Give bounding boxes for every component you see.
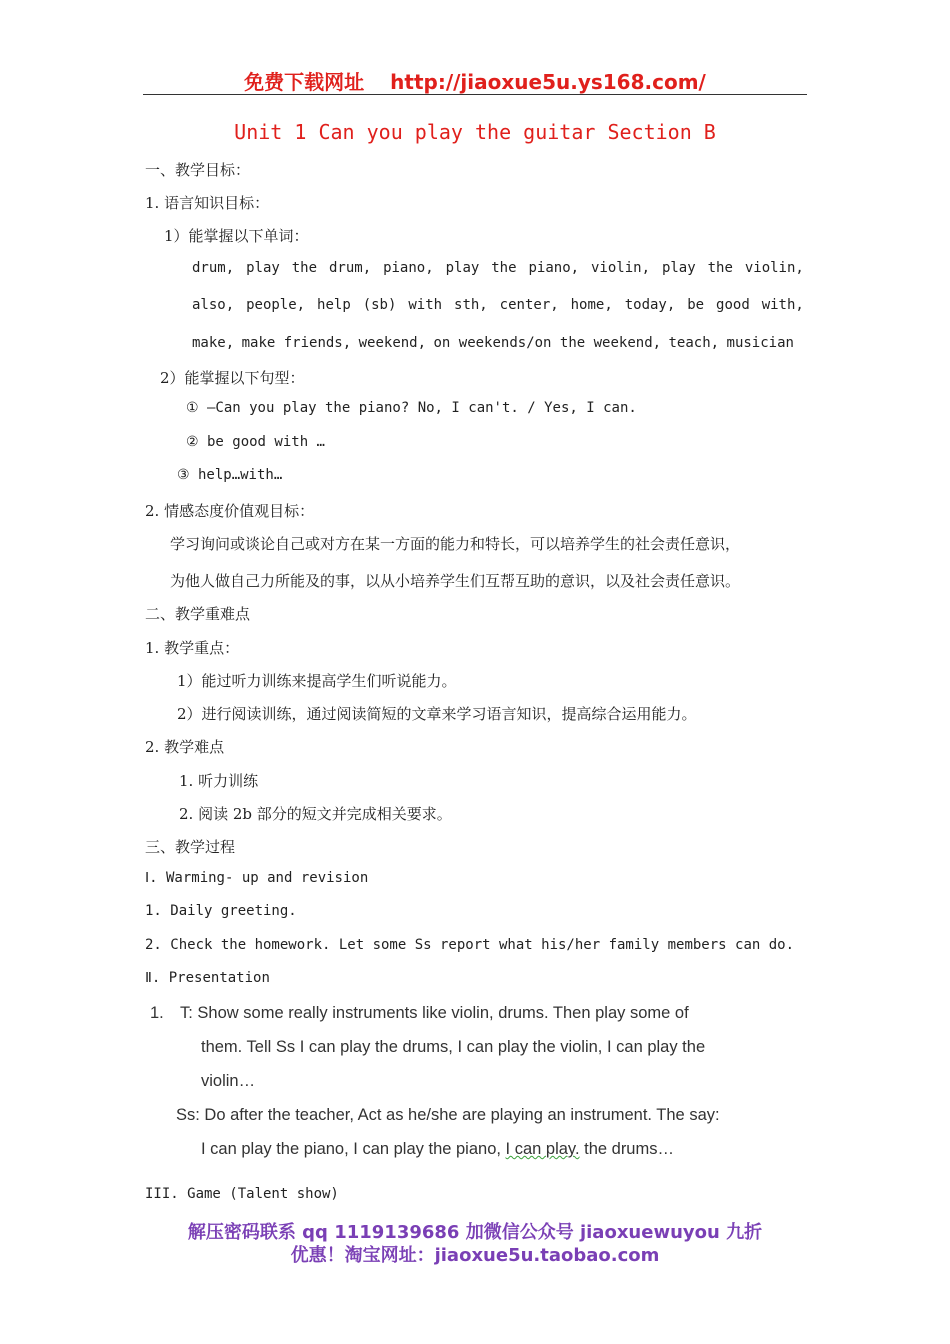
- vocab-line-1: [192, 260, 804, 276]
- step-1-item-2: 2. Check the homework. Let some Ss report what his/her family members can do.: [145, 937, 795, 953]
- step-2-item-number: 1.: [150, 1004, 164, 1022]
- emotion-label: 2. 情感态度价值观目标：: [145, 502, 315, 520]
- vocab-word: make,: [192, 335, 235, 351]
- vocab-line-3: [192, 335, 794, 351]
- vocab-word: good: [716, 297, 750, 313]
- vocab-word: the: [291, 260, 318, 276]
- vocab-word: the: [491, 260, 517, 276]
- vocab-word: weekend,: [358, 335, 427, 351]
- vocab-line-2: [192, 297, 804, 313]
- student-line-2: [201, 1140, 674, 1159]
- vocab-word: violin,: [744, 260, 804, 276]
- focus-item-1: 1）能过听力训练来提高学生们听说能力。: [177, 672, 457, 690]
- spellcheck-marked-text: I can play.: [505, 1140, 580, 1158]
- vocab-word: (sb): [362, 297, 397, 313]
- student-line-2-end: the drums…: [579, 1140, 674, 1158]
- step-1-item-1: 1. Daily greeting.: [145, 903, 297, 919]
- vocab-word: sth,: [454, 297, 488, 313]
- step-2-label: Ⅱ. Presentation: [145, 970, 270, 986]
- vocab-word: play: [246, 260, 280, 276]
- sentence-pattern-1: ① —Can you play the piano? No, I can't. / Yes, I can.: [186, 400, 637, 416]
- focus-item-2: 2）进行阅读训练，通过阅读简短的文章来学习语言知识，提高综合运用能力。: [177, 705, 697, 723]
- vocab-word: today,: [624, 297, 676, 313]
- vocab-word: drum,: [192, 260, 235, 276]
- header-url-link[interactable]: http://jiaoxue5u.ys168.com/: [390, 70, 706, 94]
- focus-label: 1. 教学重点：: [145, 639, 240, 657]
- vocab-word: musician: [726, 335, 794, 351]
- sentence-label: 2）能掌握以下句型：: [160, 369, 305, 387]
- student-line-2-start: I can play the piano, I can play the piano,: [201, 1140, 506, 1158]
- vocab-word: home,: [570, 297, 613, 313]
- difficulty-item-1: 1. 听力训练: [179, 772, 259, 790]
- difficulty-item-2: 2. 阅读 2b 部分的短文并完成相关要求。: [179, 805, 452, 823]
- vocab-word: center,: [499, 297, 559, 313]
- vocab-word: the: [707, 260, 733, 276]
- objectives-heading: 一、教学目标：: [145, 161, 251, 179]
- footer-line-1: 解压密码联系 qq 1119139686 加微信公众号 jiaoxuewuyou 九折: [187, 1222, 763, 1243]
- step-3-label: III. Game (Talent show): [145, 1186, 339, 1202]
- vocab-word: on weekends/on the weekend,: [433, 335, 662, 351]
- sentence-pattern-2: ② be good with …: [186, 434, 325, 450]
- sentence-pattern-3: ③ help…with…: [177, 467, 283, 483]
- teacher-line-3: violin…: [201, 1072, 256, 1090]
- vocab-word: drum,: [328, 260, 372, 276]
- difficulty-label: 2. 教学难点: [145, 738, 225, 756]
- vocab-word: play: [661, 260, 696, 276]
- document-title: Unit 1 Can you play the guitar Section B: [234, 120, 716, 144]
- vocab-word: make friends,: [241, 335, 352, 351]
- process-heading: 三、教学过程: [145, 838, 236, 856]
- student-line-1: Ss: Do after the teacher, Act as he/she are playing an instrument. The say:: [176, 1106, 720, 1124]
- teacher-line-1: T: Show some really instruments like violin, drums. Then play some of: [180, 1004, 689, 1022]
- vocab-word: piano,: [383, 260, 434, 276]
- vocab-word: violin,: [591, 260, 651, 276]
- vocab-word: help: [317, 297, 351, 313]
- footer-line-2: 优惠！淘宝网址：jiaoxue5u.taobao.com: [290, 1245, 660, 1266]
- knowledge-label: 1. 语言知识目标：: [145, 194, 270, 212]
- vocab-word: with: [408, 297, 443, 313]
- emotion-text-line-2: 为他人做自己力所能及的事，以从小培养学生们互帮互助的意识，以及社会责任意识。: [170, 572, 741, 590]
- vocab-word: play: [445, 260, 480, 276]
- header-rule: [143, 94, 807, 95]
- vocab-word: teach,: [668, 335, 720, 351]
- teacher-line-2: them. Tell Ss I can play the drums, I can play the violin, I can play the: [201, 1038, 706, 1056]
- header-site-label: 免费下载网址: [244, 70, 365, 94]
- vocab-word: people,: [246, 297, 306, 313]
- vocab-word: piano,: [528, 260, 580, 276]
- key-points-heading: 二、教学重难点: [145, 605, 251, 623]
- emotion-text-line-1: 学习询问或谈论自己或对方在某一方面的能力和特长，可以培养学生的社会责任意识，: [170, 535, 741, 553]
- step-1-label: Ⅰ. Warming- up and revision: [145, 870, 369, 886]
- vocab-label: 1）能掌握以下单词：: [164, 227, 309, 245]
- vocab-word: also,: [192, 297, 235, 313]
- page-header: [0, 66, 950, 95]
- vocab-word: with,: [761, 297, 804, 313]
- vocab-word: be: [687, 297, 705, 313]
